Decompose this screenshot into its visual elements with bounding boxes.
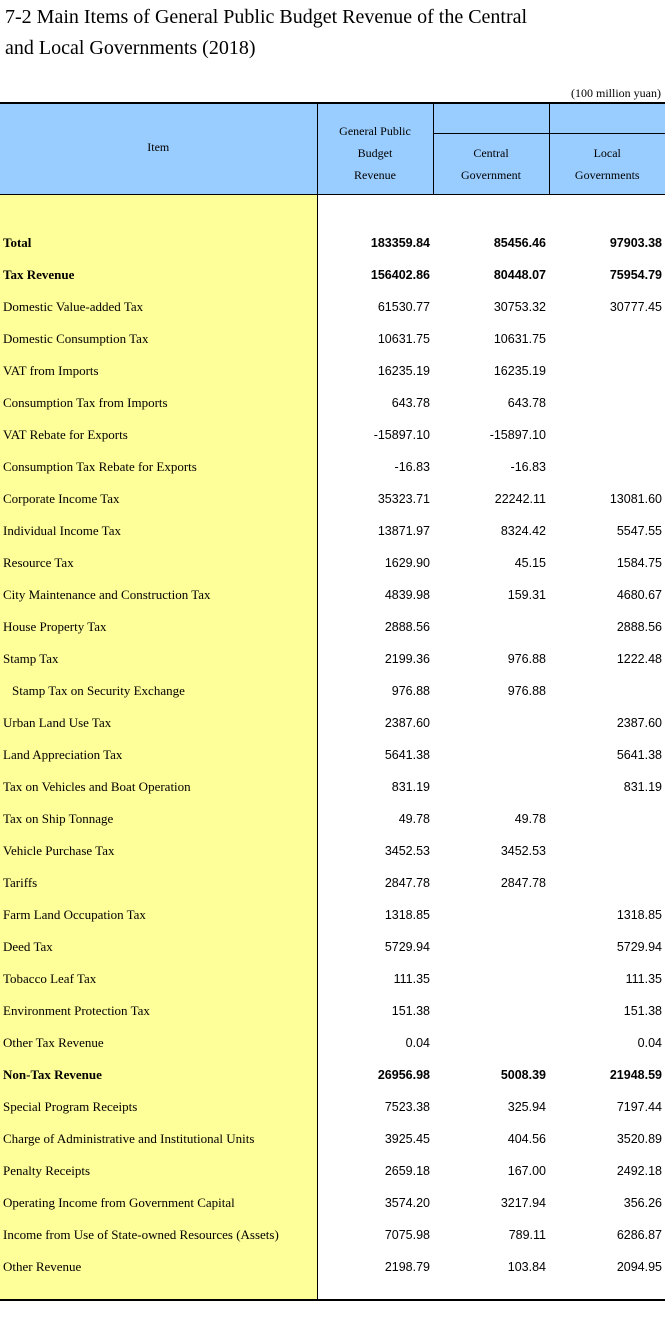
row-local-value: 21948.59 <box>609 1068 662 1082</box>
row-item-name: Domestic Consumption Tax <box>0 323 317 355</box>
row-central-value: 49.78 <box>514 812 546 826</box>
table-row <box>0 259 665 291</box>
row-central-value: 976.88 <box>507 652 546 666</box>
row-gpbr-value: 976.88 <box>391 684 430 698</box>
row-item-name: Tax Revenue <box>0 259 317 291</box>
row-central-value: -15897.10 <box>489 428 546 442</box>
row-central-value: 5008.39 <box>500 1068 546 1082</box>
table-row <box>0 803 665 835</box>
row-local-value: 75954.79 <box>609 268 662 282</box>
header-gpbr <box>317 103 433 195</box>
row-item-name: Stamp Tax on Security Exchange <box>0 675 317 707</box>
row-gpbr-value: 2847.78 <box>384 876 430 890</box>
row-gpbr-value: 49.78 <box>398 812 430 826</box>
row-central-value: 643.78 <box>507 396 546 410</box>
row-gpbr-value: -16.83 <box>394 460 430 474</box>
row-item-name: Other Tax Revenue <box>0 1027 317 1059</box>
row-item-name: VAT from Imports <box>0 355 317 387</box>
row-gpbr-value: 5729.94 <box>384 940 430 954</box>
row-item-name: House Property Tax <box>0 611 317 643</box>
row-item-name: VAT Rebate for Exports <box>0 419 317 451</box>
table-row <box>0 1091 665 1123</box>
row-central-value: 22242.11 <box>494 492 546 506</box>
row-gpbr-value: 3452.53 <box>384 844 430 858</box>
table-row <box>0 579 665 611</box>
row-item-name: Domestic Value-added Tax <box>0 291 317 323</box>
row-item-name: Urban Land Use Tax <box>0 707 317 739</box>
table-row <box>0 323 665 355</box>
row-local-value: 7197.44 <box>616 1100 662 1114</box>
row-local-value: 1318.85 <box>616 908 662 922</box>
row-central-value: 16235.19 <box>493 364 546 378</box>
row-central-value: 976.88 <box>507 684 546 698</box>
row-central-value: 325.94 <box>507 1100 546 1114</box>
row-central-value <box>433 707 549 739</box>
row-local-value: 5641.38 <box>616 748 662 762</box>
row-gpbr-value: 7075.98 <box>384 1228 430 1242</box>
row-item-name: Tobacco Leaf Tax <box>0 963 317 995</box>
table-row <box>0 547 665 579</box>
row-item-name: Corporate Income Tax <box>0 483 317 515</box>
row-local-value: 111.35 <box>625 972 662 986</box>
row-central-value: 8324.42 <box>500 524 546 538</box>
row-gpbr-value: 1629.90 <box>384 556 430 570</box>
row-local-value: 0.04 <box>637 1036 662 1050</box>
header-central-line2: Government <box>461 168 521 182</box>
row-gpbr-value: 643.78 <box>391 396 430 410</box>
table-row <box>0 1219 665 1251</box>
header-local-line2: Governments <box>574 168 640 182</box>
row-central-value <box>433 611 549 643</box>
row-central-value: 85456.46 <box>493 236 546 250</box>
row-local-value: 1584.75 <box>616 556 662 570</box>
row-item-name: Individual Income Tax <box>0 515 317 547</box>
row-gpbr-value: 156402.86 <box>370 268 430 282</box>
row-local-value: 831.19 <box>623 780 662 794</box>
revenue-table <box>0 102 665 1301</box>
row-gpbr-value: 3574.20 <box>384 1196 430 1210</box>
table-row <box>0 291 665 323</box>
row-central-value: 30753.32 <box>493 300 546 314</box>
row-central-value <box>433 995 549 1027</box>
row-central-value: -16.83 <box>510 460 546 474</box>
row-local-value: 5547.55 <box>616 524 662 538</box>
row-item-name: Special Program Receipts <box>0 1091 317 1123</box>
row-item-name: Deed Tax <box>0 931 317 963</box>
row-item-name: Non-Tax Revenue <box>0 1059 317 1091</box>
table-row <box>0 483 665 515</box>
row-gpbr-value: 111.35 <box>393 972 430 986</box>
row-local-value: 5729.94 <box>616 940 662 954</box>
row-item-name: City Maintenance and Construction Tax <box>0 579 317 611</box>
header-local-line1: Local <box>593 146 621 160</box>
table-row <box>0 995 665 1027</box>
row-local-value: 30777.45 <box>609 300 662 314</box>
row-local-value: 2094.95 <box>616 1260 662 1274</box>
row-gpbr-value: 0.04 <box>405 1036 430 1050</box>
row-local-value <box>549 867 665 899</box>
table-row <box>0 1027 665 1059</box>
header-local <box>549 103 665 195</box>
row-gpbr-value: 13871.97 <box>377 524 430 538</box>
unit-label: (100 million yuan) <box>571 86 661 100</box>
row-central-value: 80448.07 <box>493 268 546 282</box>
row-central-value: 159.31 <box>507 588 546 602</box>
row-item-name: Environment Protection Tax <box>0 995 317 1027</box>
table-row <box>0 419 665 451</box>
table-row <box>0 515 665 547</box>
row-local-value: 6286.87 <box>616 1228 662 1242</box>
row-item-name: Other Revenue <box>0 1251 317 1283</box>
table-row <box>0 899 665 931</box>
row-local-value <box>549 323 665 355</box>
row-gpbr-value: 10631.75 <box>377 332 430 346</box>
title-line-2: and Local Governments (2018) <box>5 37 256 59</box>
table-row <box>0 227 665 259</box>
table-row <box>0 867 665 899</box>
row-gpbr-value: 5641.38 <box>384 748 430 762</box>
table-row <box>0 771 665 803</box>
row-local-value <box>549 675 665 707</box>
row-central-value <box>433 931 549 963</box>
title-line-1: 7-2 Main Items of General Public Budget Revenue of the Central <box>5 6 528 28</box>
row-central-value: 3452.53 <box>500 844 546 858</box>
row-item-name: Resource Tax <box>0 547 317 579</box>
row-item-name: Tariffs <box>0 867 317 899</box>
row-gpbr-value: 183359.84 <box>370 236 430 250</box>
row-central-value: 404.56 <box>507 1132 546 1146</box>
row-gpbr-value: 2659.18 <box>384 1164 430 1178</box>
table-row <box>0 1155 665 1187</box>
row-gpbr-value: 16235.19 <box>377 364 430 378</box>
row-gpbr-value: 26956.98 <box>377 1068 430 1082</box>
row-local-value: 3520.89 <box>616 1132 662 1146</box>
row-central-value <box>433 899 549 931</box>
table-row <box>0 675 665 707</box>
table-row <box>0 963 665 995</box>
header-gpbr-line1: General Public <box>339 124 411 138</box>
row-local-value: 356.26 <box>623 1196 662 1210</box>
row-local-value: 2492.18 <box>616 1164 662 1178</box>
row-central-value <box>433 771 549 803</box>
table-row <box>0 643 665 675</box>
table-row <box>0 1059 665 1091</box>
row-item-name: Land Appreciation Tax <box>0 739 317 771</box>
row-local-value: 151.38 <box>623 1004 662 1018</box>
table-row <box>0 1251 665 1283</box>
row-local-value: 4680.67 <box>616 588 662 602</box>
row-gpbr-value: 2199.36 <box>384 652 430 666</box>
row-gpbr-value: 61530.77 <box>377 300 430 314</box>
table-row <box>0 611 665 643</box>
table-row <box>0 1187 665 1219</box>
row-local-value <box>549 803 665 835</box>
header-item <box>0 103 317 195</box>
row-local-value: 13081.60 <box>609 492 662 506</box>
row-gpbr-value: 2387.60 <box>384 716 430 730</box>
row-item-name: Consumption Tax Rebate for Exports <box>0 451 317 483</box>
table-row <box>0 1123 665 1155</box>
header-item-label: Item <box>147 140 170 154</box>
row-central-value <box>433 739 549 771</box>
row-central-value: 789.11 <box>508 1228 546 1242</box>
table-row <box>0 931 665 963</box>
row-item-name: Penalty Receipts <box>0 1155 317 1187</box>
row-central-value: 45.15 <box>514 556 546 570</box>
row-item-name: Vehicle Purchase Tax <box>0 835 317 867</box>
row-gpbr-value: 7523.38 <box>384 1100 430 1114</box>
row-item-name: Farm Land Occupation Tax <box>0 899 317 931</box>
header-central <box>433 103 549 195</box>
row-local-value <box>549 451 665 483</box>
row-item-name: Operating Income from Government Capital <box>0 1187 317 1219</box>
row-item-name: Tax on Ship Tonnage <box>0 803 317 835</box>
row-item-name: Charge of Administrative and Institutional Units <box>0 1123 317 1155</box>
row-local-value: 2888.56 <box>616 620 662 634</box>
table-row <box>0 387 665 419</box>
row-item-name: Total <box>0 227 317 259</box>
row-gpbr-value: 151.38 <box>391 1004 430 1018</box>
row-gpbr-value: 2888.56 <box>384 620 430 634</box>
row-local-value <box>549 835 665 867</box>
row-central-value <box>433 1027 549 1059</box>
header-central-line1: Central <box>473 146 509 160</box>
row-central-value: 2847.78 <box>500 876 546 890</box>
row-item-name: Tax on Vehicles and Boat Operation <box>0 771 317 803</box>
row-central-value <box>433 963 549 995</box>
table-row <box>0 355 665 387</box>
row-gpbr-value: 35323.71 <box>377 492 430 506</box>
header-gpbr-line3: Revenue <box>354 168 396 182</box>
table-row <box>0 835 665 867</box>
row-gpbr-value: 1318.85 <box>384 908 430 922</box>
row-gpbr-value: -15897.10 <box>373 428 430 442</box>
header-gpbr-line2: Budget <box>357 146 393 160</box>
table-row <box>0 707 665 739</box>
row-local-value: 97903.38 <box>609 236 662 250</box>
row-item-name: Stamp Tax <box>0 643 317 675</box>
row-gpbr-value: 2198.79 <box>384 1260 430 1274</box>
table-body <box>0 195 665 1301</box>
table-row <box>0 739 665 771</box>
row-gpbr-value: 831.19 <box>391 780 430 794</box>
row-central-value: 167.00 <box>507 1164 546 1178</box>
row-local-value <box>549 387 665 419</box>
end-padding-row <box>0 1283 665 1300</box>
row-item-name: Consumption Tax from Imports <box>0 387 317 419</box>
row-local-value: 1222.48 <box>616 652 662 666</box>
row-gpbr-value: 3925.45 <box>384 1132 430 1146</box>
row-central-value: 10631.75 <box>493 332 546 346</box>
row-local-value: 2387.60 <box>616 716 662 730</box>
row-central-value: 3217.94 <box>500 1196 546 1210</box>
spacer-row <box>0 195 665 228</box>
row-central-value: 103.84 <box>507 1260 546 1274</box>
row-gpbr-value: 4839.98 <box>384 588 430 602</box>
table-row <box>0 451 665 483</box>
row-item-name: Income from Use of State-owned Resources (Assets) <box>0 1219 317 1251</box>
row-local-value <box>549 419 665 451</box>
page-title <box>5 2 527 64</box>
row-local-value <box>549 355 665 387</box>
